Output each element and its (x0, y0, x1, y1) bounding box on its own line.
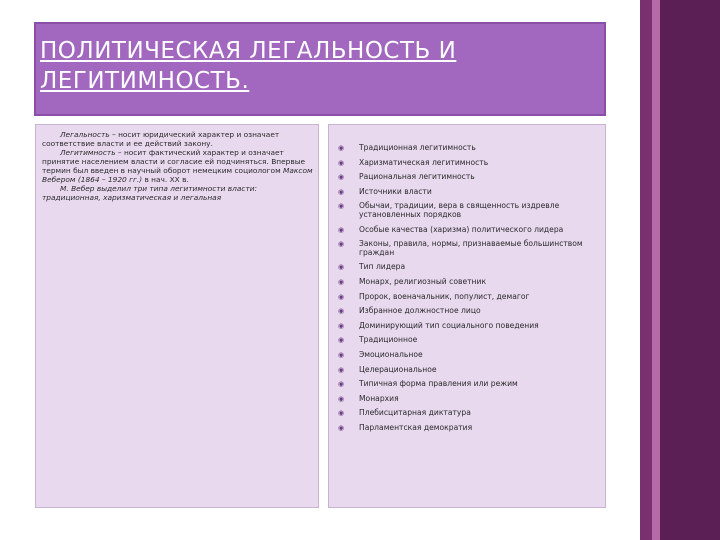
circled-dot-bullet-icon: ◉ (337, 380, 345, 389)
weber-types-paragraph: М. Вебер выделил три типа легитимности власти: традиционная, харизматическая и легальная (42, 184, 258, 202)
circled-dot-bullet-icon: ◉ (337, 144, 345, 152)
bullet-text: Традиционное (359, 335, 418, 345)
legitimacy-types-panel (328, 124, 606, 508)
bullet-text: Обычаи, традиции, вера в священность издревле установленных порядков (359, 201, 560, 219)
circled-dot-bullet-icon: ◉ (337, 277, 345, 286)
bullet-item (335, 144, 603, 153)
legality-term: Легальность (60, 130, 110, 139)
circled-dot-bullet-icon: ◉ (337, 225, 345, 234)
circled-dot-bullet-icon: ◉ (337, 307, 345, 316)
bullet-text: Типичная форма правления или режим (359, 379, 518, 389)
legality-paragraph (42, 130, 314, 148)
circled-dot-bullet-icon: ◉ (337, 202, 345, 211)
bullet-text: Плебисцитарная диктатура (359, 408, 471, 418)
circled-dot-bullet-icon: ◉ (337, 292, 345, 301)
page-title: ПОЛИТИЧЕСКАЯ ЛЕГАЛЬНОСТЬ И ЛЕГИТИМНОСТЬ. (40, 38, 457, 94)
bullet-item (335, 226, 603, 235)
circled-dot-bullet-icon: ◉ (337, 423, 345, 432)
bullet-text: Монархия (359, 393, 399, 403)
decorative-stripe-dark (640, 0, 652, 540)
circled-dot-bullet-icon: ◉ (337, 240, 345, 249)
weber-name: Максом Вебером (1864 – 1920 гг.) (42, 166, 313, 184)
definitions-text (42, 130, 314, 202)
bullet-item (335, 202, 603, 219)
circled-dot-bullet-icon: ◉ (337, 321, 345, 330)
bullet-item (335, 366, 603, 375)
decorative-stripe-light (652, 0, 660, 540)
title-banner (34, 22, 606, 116)
bullet-item (335, 380, 603, 389)
bullet-text: Источники власти (359, 186, 432, 196)
bullet-text: Эмоциональное (359, 349, 423, 359)
bullet-text: Харизматическая легитимность (359, 157, 489, 167)
circled-dot-bullet-icon: ◉ (337, 365, 345, 374)
bullet-item (335, 322, 603, 331)
legality-definition: – носит юридический характер и означает соответствие власти и ее действий закону. (42, 130, 280, 148)
bullet-text: Целерациональное (359, 364, 437, 374)
bullet-item (335, 263, 603, 272)
bullet-text: Монарх, религиозный советник (359, 276, 487, 286)
bullet-item (335, 159, 603, 168)
decorative-stripe-edge (660, 0, 720, 540)
bullet-item (335, 336, 603, 345)
bullet-item (335, 409, 603, 418)
bullet-text: Тип лидера (359, 262, 406, 272)
bullet-text: Традиционная легитимность (359, 143, 476, 152)
bullet-text: Пророк, военачальник, популист, демагог (359, 291, 530, 301)
bullet-text: Законы, правила, нормы, признаваемые большинством граждан (359, 239, 583, 257)
circled-dot-bullet-icon: ◉ (337, 263, 345, 272)
bullet-item (335, 293, 603, 302)
legitimacy-paragraph (42, 148, 314, 184)
circled-dot-bullet-icon: ◉ (337, 409, 345, 418)
bullet-item (335, 395, 603, 404)
bullet-item (335, 424, 603, 433)
legitimacy-definition-end: в нач. XX в. (142, 175, 189, 184)
bullet-text: Парламентская демократия (359, 422, 473, 432)
bullet-item (335, 240, 603, 257)
bullet-text: Рациональная легитимность (359, 172, 475, 182)
legitimacy-bullet-list (335, 144, 603, 438)
circled-dot-bullet-icon: ◉ (337, 336, 345, 345)
bullet-text: Доминирующий тип социального поведения (359, 320, 539, 330)
bullet-text: Особые качества (харизма) политического лидера (359, 224, 564, 234)
circled-dot-bullet-icon: ◉ (337, 158, 345, 167)
bullet-item (335, 307, 603, 316)
legitimacy-definition: – носит фактический характер и означает принятие населением власти и согласие ей подчиняться. Впервые термин был введен в научный оборот немецким социологом (42, 148, 306, 175)
definitions-panel (35, 124, 319, 508)
bullet-item (335, 351, 603, 360)
bullet-item (335, 188, 603, 197)
circled-dot-bullet-icon: ◉ (337, 173, 345, 182)
bullet-item (335, 278, 603, 287)
bullet-text: Избранное должностное лицо (359, 306, 481, 316)
circled-dot-bullet-icon: ◉ (337, 394, 345, 403)
circled-dot-bullet-icon: ◉ (337, 187, 345, 196)
legitimacy-term: Легитимность (60, 148, 116, 157)
bullet-item (335, 173, 603, 182)
circled-dot-bullet-icon: ◉ (337, 350, 345, 359)
